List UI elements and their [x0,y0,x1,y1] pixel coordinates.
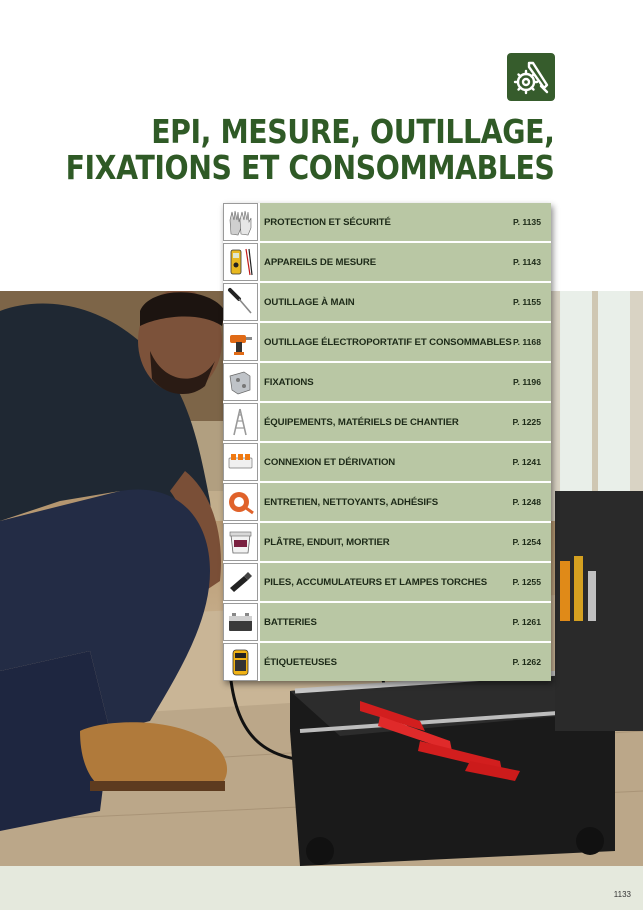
toc-page: P. 1261 [512,617,541,627]
drill-icon [223,323,258,361]
toc-label: BATTERIES [264,616,317,628]
toc-label: ENTRETIEN, NETTOYANTS, ADHÉSIFS [264,496,439,508]
connector-icon [223,443,258,481]
toc-item-connexion[interactable] [223,443,551,481]
toc-item-equipements[interactable] [223,403,551,441]
toc-item-electroportatif[interactable] [223,323,551,361]
toc-label: APPAREILS DE MESURE [264,256,376,268]
toc-page: P. 1155 [512,297,541,307]
gloves-icon [223,203,258,241]
toc-label: ÉTIQUETEUSES [264,656,337,668]
toc-item-piles[interactable] [223,563,551,601]
toc-label: FIXATIONS [264,376,314,388]
toc-label: CONNEXION ET DÉRIVATION [264,456,396,468]
toc-item-entretien[interactable] [223,483,551,521]
footer-band [0,866,643,910]
page-title [65,114,554,186]
multimeter-icon [223,243,258,281]
tape-icon [223,483,258,521]
page-number: 1133 [613,890,631,899]
ladder-icon [223,403,258,441]
flashlight-icon [223,563,258,601]
toc-page: P. 1143 [512,257,541,267]
toc-page: P. 1248 [512,497,541,507]
toc-page: P. 1225 [512,417,541,427]
toc-label: PLÂTRE, ENDUIT, MORTIER [264,536,390,548]
toc-label: PROTECTION ET SÉCURITÉ [264,216,391,228]
bracket-icon [223,363,258,401]
toc-page: P. 1262 [512,657,541,667]
toc-label: OUTILLAGE ÉLECTROPORTATIF ET CONSOMMABLES [264,336,512,348]
toc-page: P. 1255 [512,577,541,587]
toc-item-protection[interactable] [223,203,551,241]
bucket-icon [223,523,258,561]
toc-label: PILES, ACCUMULATEURS ET LAMPES TORCHES [264,576,488,588]
toc-page: P. 1168 [512,337,541,347]
toc-item-mesure[interactable] [223,243,551,281]
screwdriver-icon [223,283,258,321]
toc-item-etiqueteuses[interactable] [223,643,551,681]
toc-item-outillage-main[interactable] [223,283,551,321]
toc-page: P. 1254 [512,537,541,547]
toc-item-platre[interactable] [223,523,551,561]
toc-item-batteries[interactable] [223,603,551,641]
table-of-contents [223,203,551,681]
battery-icon [223,603,258,641]
toc-label: OUTILLAGE À MAIN [264,296,355,308]
title-line-1: EPI, MESURE, OUTILLAGE, [150,112,554,151]
toc-page: P. 1196 [512,377,541,387]
label-printer-icon [223,643,258,681]
toc-page: P. 1241 [512,457,541,467]
toc-page: P. 1135 [512,217,541,227]
title-line-2: FIXATIONS ET CONSOMMABLES [65,148,554,187]
toc-label: ÉQUIPEMENTS, MATÉRIELS DE CHANTIER [264,416,459,428]
toc-item-fixations[interactable] [223,363,551,401]
tools-icon [507,53,555,101]
